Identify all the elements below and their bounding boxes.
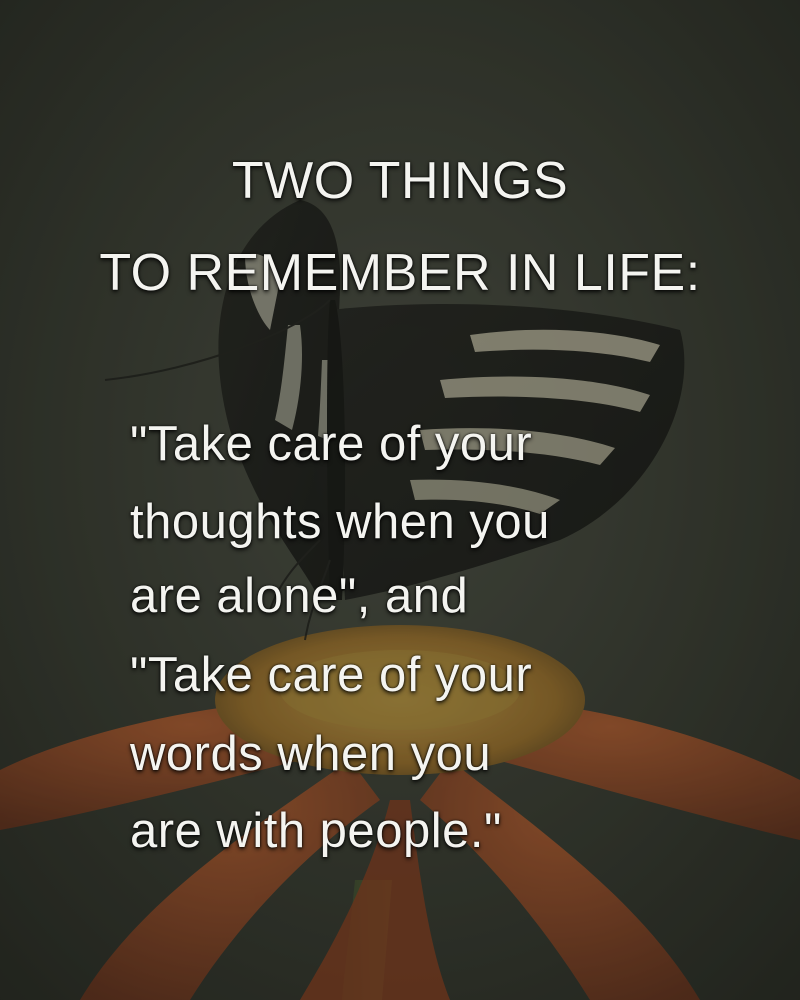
quote-line-1: "Take care of your bbox=[130, 417, 533, 471]
headline-line-1: TWO THINGS bbox=[231, 152, 569, 210]
headline-line-2: TO REMEMBER IN LIFE: bbox=[99, 244, 701, 302]
quote-line-6: are with people." bbox=[130, 804, 502, 858]
quote-line-3: are alone", and bbox=[130, 569, 469, 623]
quote-line-2: thoughts when you bbox=[130, 495, 550, 549]
quote-line-4: "Take care of your bbox=[130, 648, 533, 702]
quote-line-5: words when you bbox=[130, 727, 492, 781]
